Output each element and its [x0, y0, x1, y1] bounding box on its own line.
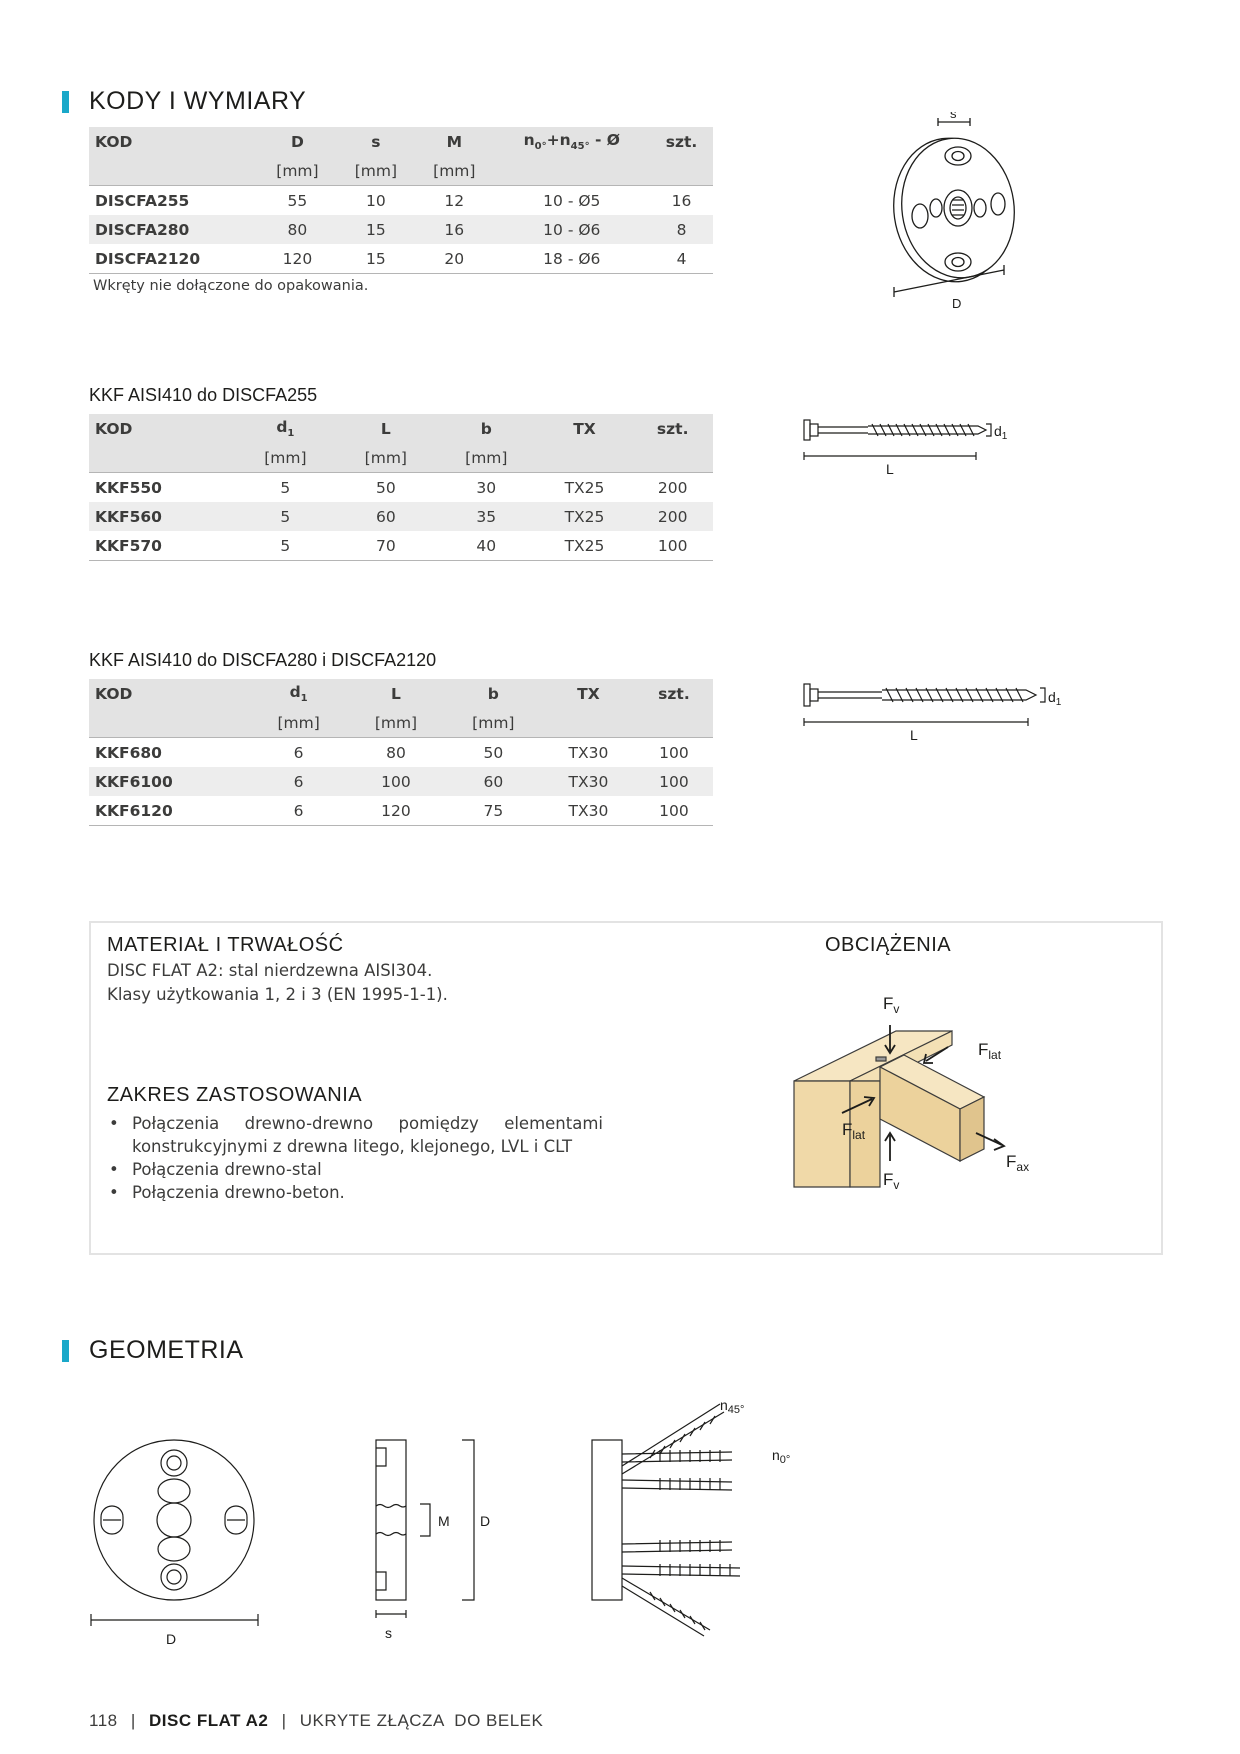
- section-accent-bar: [62, 1340, 69, 1362]
- list-item: • Połączenia drewno-stal: [107, 1158, 603, 1181]
- disc-s-label: s: [950, 112, 957, 121]
- disc-side-view: [368, 1430, 508, 1650]
- load-fv-top: $F_v$: [883, 994, 900, 1016]
- table-row: KKF6120 6 120 75 TX30 100: [89, 796, 713, 826]
- screw2-l-label: L: [910, 727, 918, 743]
- screw2-d1-label: $d_1$: [1048, 689, 1062, 708]
- unit-cell: [494, 156, 651, 186]
- page-footer: [89, 1711, 543, 1731]
- section-accent-bar: [62, 91, 69, 113]
- kkf-table-title-2: KKF AISI410 do DISCFA280 i DISCFA2120: [89, 650, 437, 670]
- table-row: KKF6100 6 100 60 TX30 100: [89, 767, 713, 796]
- screw1-d1-label: $d_1$: [994, 423, 1008, 442]
- unit-cell: [650, 156, 713, 186]
- unit-cell: [mm]: [415, 156, 493, 186]
- geo-n45-label: $n_{45^\circ}$: [720, 1397, 745, 1416]
- loads-title: OBCIĄŻENIA: [825, 934, 952, 956]
- footer-product: DISC FLAT A2: [149, 1711, 269, 1730]
- col-s: s: [337, 127, 415, 156]
- disc-table: [89, 127, 713, 274]
- section-title-codes: KODY I WYMIARY: [62, 87, 306, 116]
- col-kod: KOD: [89, 127, 258, 156]
- material-line-1: DISC FLAT A2: stal nierdzewna AISI304.: [107, 961, 433, 980]
- load-flat-right: $F_{lat}$: [978, 1040, 1002, 1062]
- packaging-note: Wkręty nie dołączone do opakowania.: [93, 278, 369, 294]
- col-n: $n_{0^\circ}+n_{45^\circ}$ - Ø: [494, 127, 651, 156]
- screw-arrangement-view: [590, 1392, 820, 1642]
- list-item: • Połączenia drewno-beton.: [107, 1181, 603, 1204]
- geo-d-label: D: [166, 1631, 177, 1647]
- footer-separator: |: [130, 1711, 136, 1730]
- disc-perspective-drawing: [870, 112, 1030, 312]
- geo-s-label: s: [385, 1625, 392, 1641]
- unit-cell: [mm]: [258, 156, 336, 186]
- load-fax: $F_{ax}$: [1006, 1152, 1030, 1174]
- table-row: DISCFA280 80 15 16 10 - Ø6 8: [89, 215, 713, 244]
- geo-n0-label: $n_{0^\circ}$: [772, 1447, 791, 1466]
- screw-drawing-long: [800, 682, 1080, 748]
- table-row: DISCFA2120 120 15 20 18 - Ø6 4: [89, 244, 713, 274]
- table-row: KKF570 5 70 40 TX25 100: [89, 531, 713, 561]
- application-title: ZAKRES ZASTOSOWANIA: [107, 1084, 363, 1106]
- table-row: KKF550 5 50 30 TX25 200: [95, 478, 688, 497]
- col-d: D: [258, 127, 336, 156]
- kkf-table-1: KOD $d_1$ L b TX szt. [mm] [mm] [mm] KKF550 5 50 30 TX25 200 KKF560 5 60 35 TX25 200 KKF570 5 70 40 TX25 100: [89, 414, 713, 561]
- list-item: • Połączenia drewno-drewno pomiędzy elementami konstrukcyjnymi z drewna litego, klejonego, LVL i CLT: [107, 1112, 603, 1158]
- material-title: MATERIAŁ I TRWAŁOŚĆ: [107, 934, 344, 956]
- kkf-table-2: KOD $d_1$ L b TX szt. [mm] [mm] [mm] KKF680 6 80 50 TX30 100 KKF6100 6 100 60 TX30 100 KKF6120 6 120 75 TX30 100: [89, 679, 713, 826]
- col-m: M: [415, 127, 493, 156]
- timber-joint-illustration: [780, 985, 1060, 1203]
- kkf-table-title-1: KKF AISI410 do DISCFA255: [89, 385, 318, 405]
- table-row: KKF680 6 80 50 TX30 100: [95, 743, 689, 762]
- unit-cell: [mm]: [337, 156, 415, 186]
- section-title-geometry: GEOMETRIA: [62, 1336, 244, 1365]
- footer-separator: |: [281, 1711, 287, 1730]
- col-d1: $d_1$: [250, 679, 347, 708]
- disc-front-view: [86, 1430, 270, 1650]
- page-number: 118: [89, 1711, 118, 1730]
- table-row: DISCFA255 55 10 12 10 - Ø5 16: [95, 191, 692, 210]
- col-szt: szt.: [650, 127, 713, 156]
- load-fv-bottom: $F_v$: [883, 1170, 900, 1192]
- disc-d-label: D: [952, 296, 962, 311]
- col-d1: $d_1$: [235, 414, 335, 443]
- material-line-2: Klasy użytkowania 1, 2 i 3 (EN 1995-1-1).: [107, 985, 448, 1004]
- geo-d2-label: D: [480, 1513, 491, 1529]
- geo-m-label: M: [438, 1513, 450, 1529]
- application-list: [107, 1112, 603, 1204]
- table-row: KKF560 5 60 35 TX25 200: [89, 502, 713, 531]
- screw1-l-label: L: [886, 461, 894, 477]
- screw-drawing-short: [800, 418, 1030, 484]
- footer-chapter: UKRYTE ZŁĄCZA DO BELEK: [299, 1711, 544, 1730]
- load-flat-left: $F_{lat}$: [842, 1120, 866, 1142]
- unit-cell: [89, 156, 258, 186]
